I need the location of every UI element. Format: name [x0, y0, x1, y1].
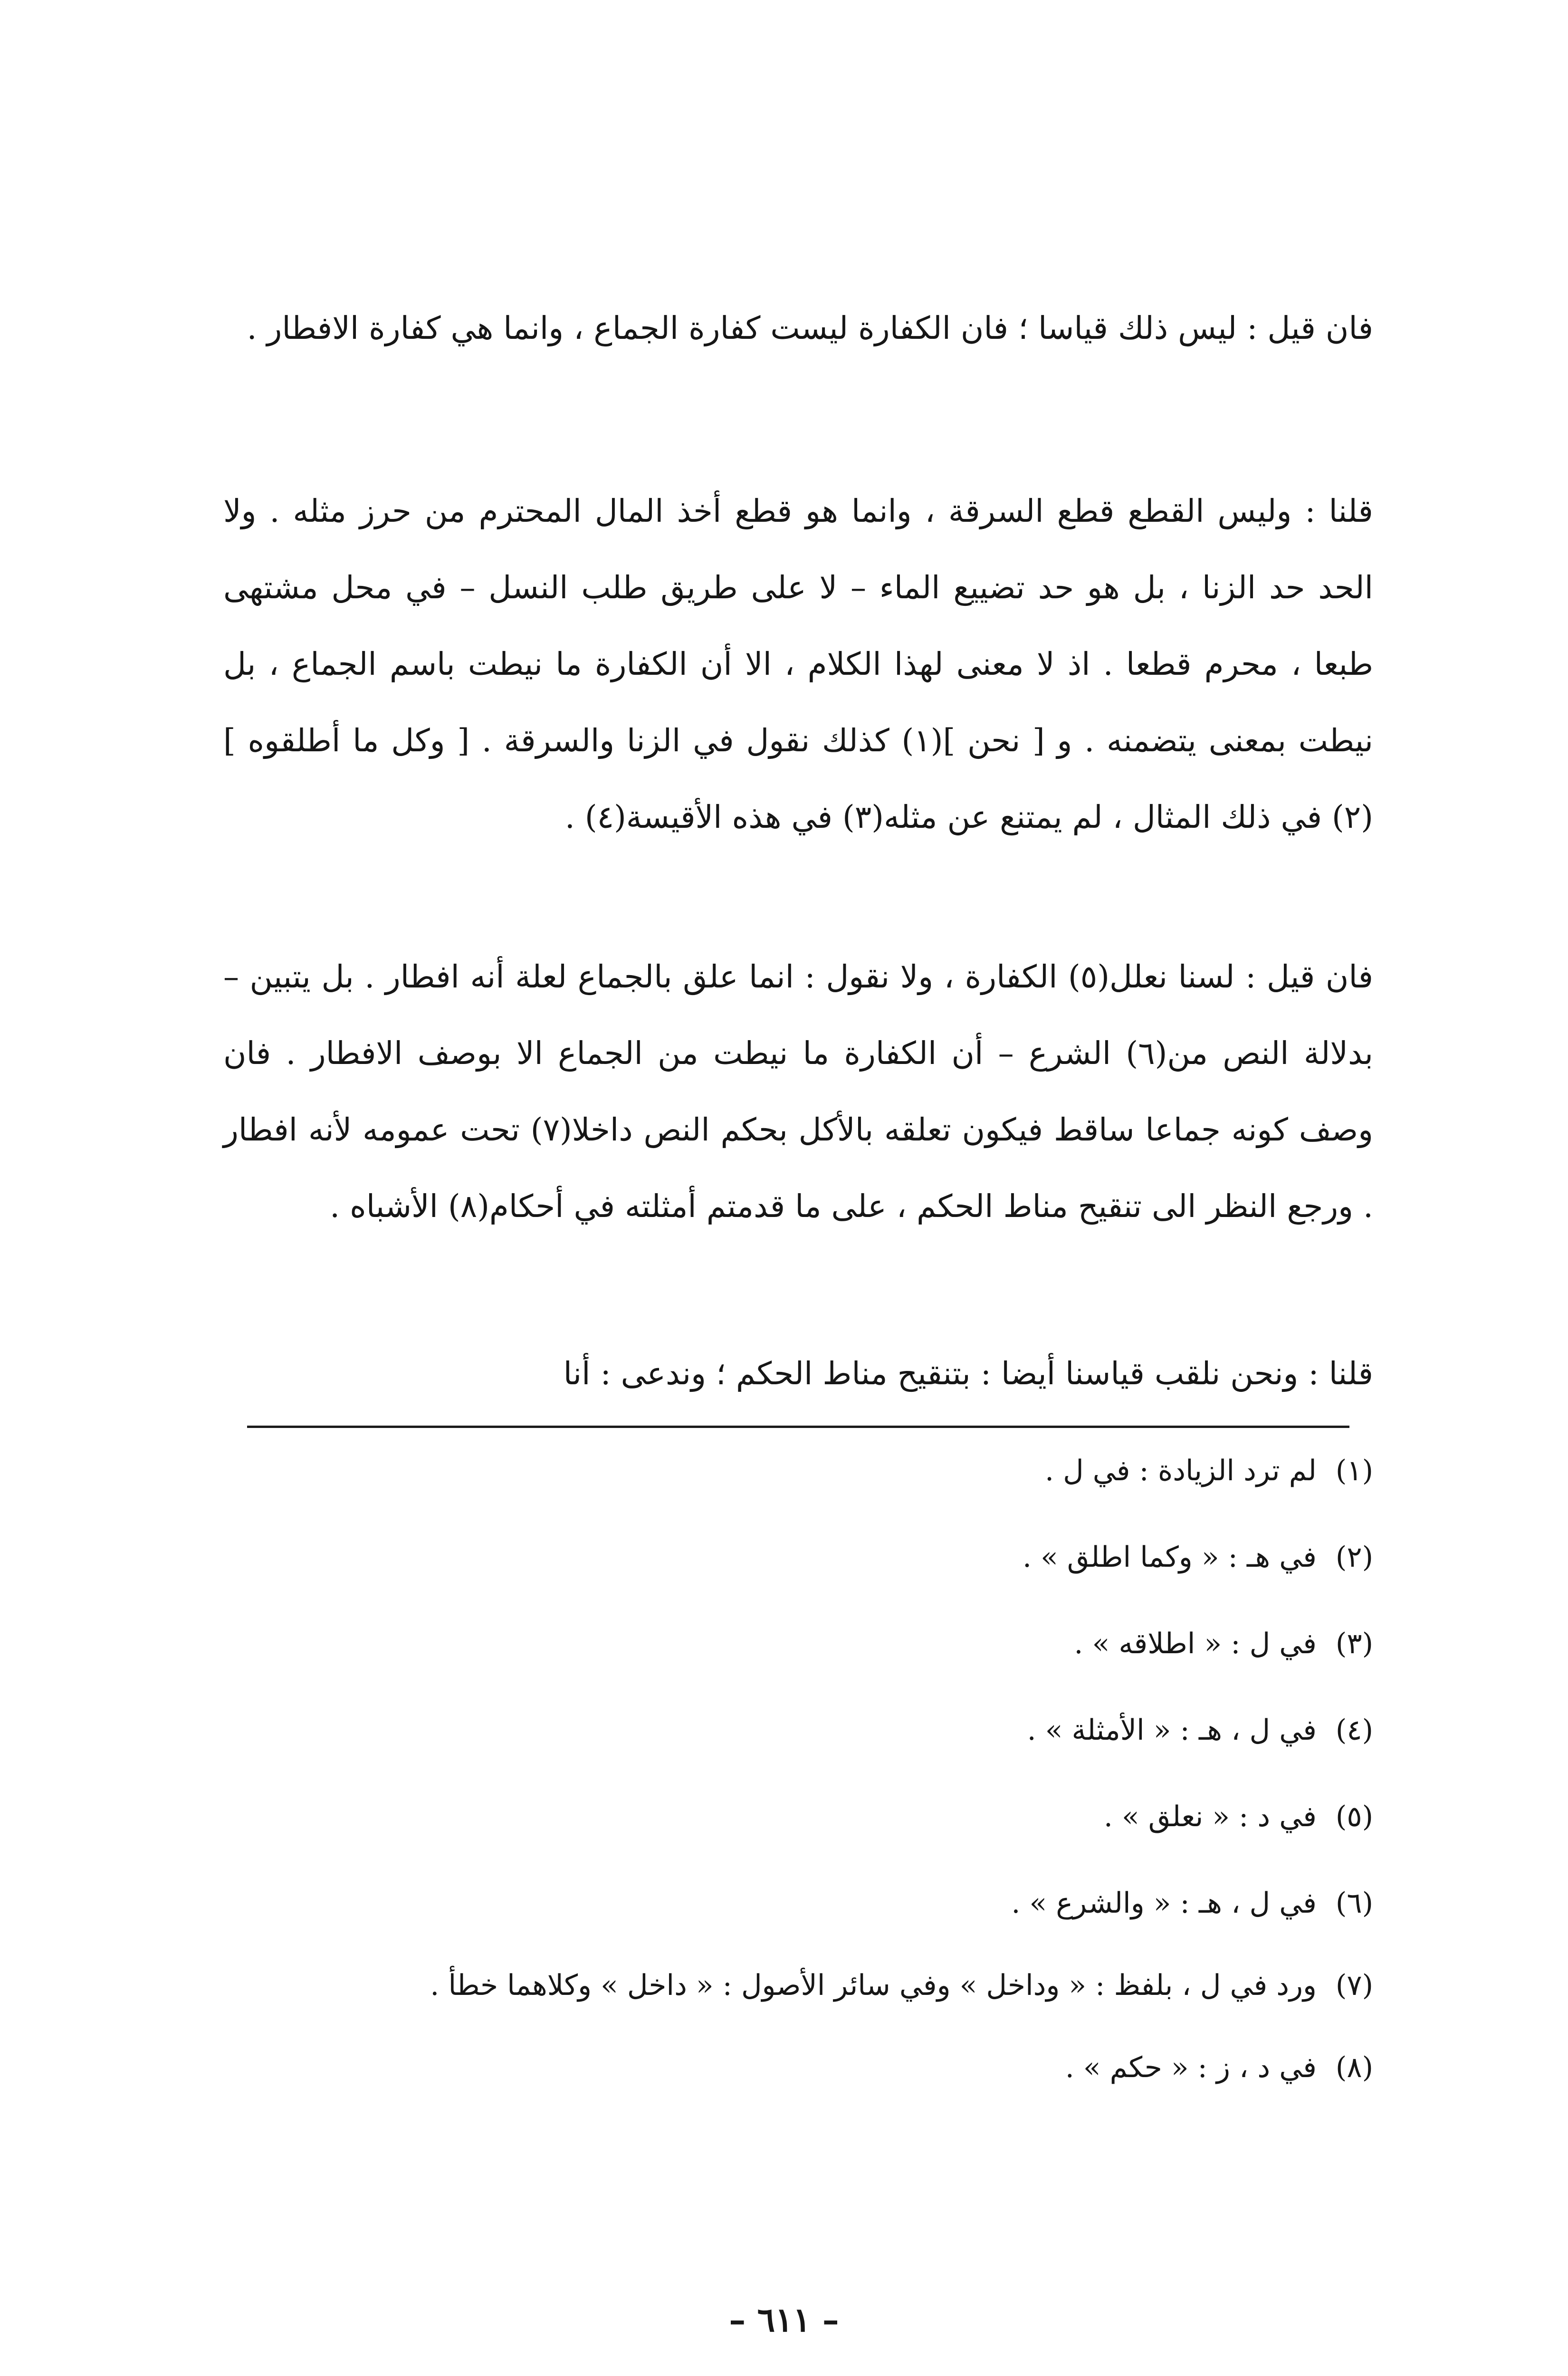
footnote-text: في د : « نعلق » . — [1103, 1800, 1317, 1833]
footnote-text: في ل ، هـ : « الأمثلة » . — [1027, 1714, 1317, 1747]
footnote-text: في د ، ز : « حكم » . — [1065, 2051, 1317, 2084]
page-number: – ٦١١ – — [729, 2300, 839, 2339]
footnote-8 — [223, 2041, 1373, 2094]
footnote-number: (٥) — [1335, 1800, 1373, 1833]
footnote-number: (٦) — [1335, 1887, 1373, 1920]
footnote-number: (٢) — [1335, 1541, 1373, 1574]
footnote-number: (٨) — [1335, 2051, 1373, 2084]
footnote-3 — [223, 1618, 1373, 1670]
footnote-text: في هـ : « وكما اطلق » . — [1022, 1541, 1317, 1574]
footnotes-section — [223, 1445, 1373, 2128]
footnote-text: في ل ، هـ : « والشرع » . — [1011, 1887, 1317, 1920]
footnote-text: ورد في ل ، بلفظ : « وداخل » وفي سائر الأصول : « داخل » وكلاهما خطأ . — [430, 1969, 1317, 2002]
footnote-number: (٣) — [1335, 1627, 1373, 1660]
footnote-number: (١) — [1335, 1454, 1373, 1487]
footnote-text: في ل : « اطلاقه » . — [1074, 1627, 1317, 1660]
footnote-2 — [223, 1531, 1373, 1583]
footnote-4 — [223, 1704, 1373, 1756]
paragraph-objection-2: فان قيل : لسنا نعلل(٥) الكفارة ، ولا نقول : انما علق بالجماع لعلة أنه افطار . بل يتبين – بدلالة النص من(٦) الشرع – أن الكفارة ما نيطت من الجماع الا بوصف الافطار . فان وصف كونه جماعا ساقط فيكون تعلقه بالأكل بحكم النص داخلا(٧) تحت عمومه لأنه افطار . ورجع النظر الى تنقيح مناط الحكم ، على ما قدمتم أمثلته في أحكام(٨) الأشباه . — [223, 958, 1373, 1225]
footnote-1 — [223, 1445, 1373, 1497]
footnote-number: (٧) — [1335, 1969, 1373, 2002]
paragraph-reply-1: قلنا : وليس القطع قطع السرقة ، وانما هو قطع أخذ المال المحترم من حرز مثله . ولا الحد حد الزنا ، بل هو حد تضييع الماء – لا على طريق طلب النسل – في محل مشتهى طبعا ، محرم قطعا . اذ لا معنى لهذا الكلام ، الا أن الكفارة ما نيطت باسم الجماع ، بل نيطت بمعنى يتضمنه . و [ نحن ](١) كذلك نقول في الزنا والسرقة . [ وكل ما أطلقوه ](٢) في ذلك المثال ، لم يمتنع عن مثله(٣) في هذه الأقيسة(٤) . — [223, 493, 1373, 835]
paragraph-reply-2: قلنا : ونحن نلقب قياسنا أيضا : بتنقيح مناط الحكم ؛ وندعى : أنا — [563, 1355, 1373, 1392]
footnote-5 — [223, 1791, 1373, 1843]
footnote-7 — [223, 1964, 1373, 2007]
footnote-number: (٤) — [1335, 1714, 1373, 1747]
footnote-text: لم ترد الزيادة : في ل . — [1044, 1454, 1317, 1487]
footnote-divider — [247, 1426, 1349, 1428]
paragraph-objection-1: فان قيل : ليس ذلك قياسا ؛ فان الكفارة ليست كفارة الجماع ، وانما هي كفارة الافطار . — [247, 310, 1373, 346]
footnote-6 — [223, 1877, 1373, 1929]
